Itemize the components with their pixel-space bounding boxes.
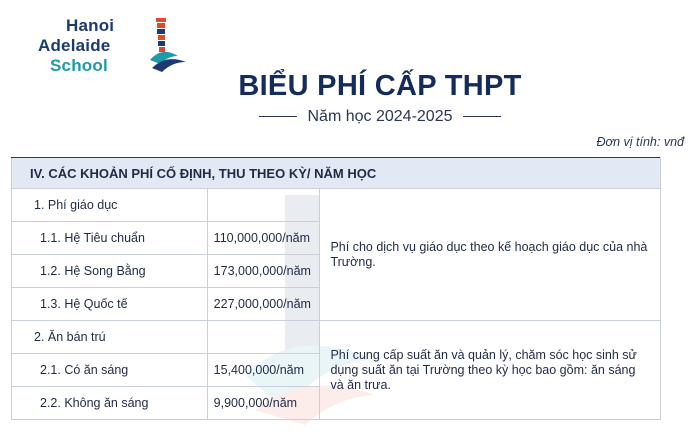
subtitle-rule-left [259, 116, 297, 117]
school-year: Năm học 2024-2025 [307, 108, 453, 125]
subtitle-rule-right [463, 116, 501, 117]
item-amount: 9,900,000/năm [207, 387, 320, 420]
group-label: 2. Ăn bán trú [12, 321, 208, 354]
logo-wordmark [38, 16, 114, 76]
item-label: 1.2. Hệ Song Bằng [12, 255, 208, 288]
page-subtitle [0, 108, 700, 126]
item-amount: 110,000,000/năm [207, 222, 320, 255]
currency-unit-note: Đơn vị tính: vnđ [596, 135, 684, 149]
item-amount: 15,400,000/năm [207, 354, 320, 387]
logo-line-2: Adelaide [38, 36, 111, 55]
amount-cell-empty [207, 321, 320, 354]
group-label: 1. Phí giáo dục [12, 189, 208, 222]
table-row [12, 321, 661, 354]
item-label: 1.1. Hệ Tiêu chuẩn [12, 222, 208, 255]
fee-table [11, 157, 661, 420]
logo-line-1: Hanoi [66, 16, 115, 35]
section-header: IV. CÁC KHOẢN PHÍ CỐ ĐỊNH, THU THEO KỲ/ NĂM HỌC [12, 158, 661, 189]
item-label: 2.1. Có ăn sáng [12, 354, 208, 387]
amount-cell-empty [207, 189, 320, 222]
fee-description: Phí cho dịch vụ giáo dục theo kế hoạch giáo dục của nhà Trường. [320, 189, 661, 321]
fee-description: Phí cung cấp suất ăn và quản lý, chăm sóc học sinh sử dụng suất ăn tại Trường theo kỳ học bao gồm: ăn sáng và ăn trưa. [320, 321, 661, 420]
item-label: 1.3. Hệ Quốc tế [12, 288, 208, 321]
item-label: 2.2. Không ăn sáng [12, 387, 208, 420]
table-row [12, 189, 661, 222]
item-amount: 173,000,000/năm [207, 255, 320, 288]
logo-line-3: School [50, 56, 108, 75]
lighthouse-icon [148, 16, 188, 78]
section-header-row [12, 158, 661, 189]
item-amount: 227,000,000/năm [207, 288, 320, 321]
page-title: BIỂU PHÍ CẤP THPT [238, 70, 522, 102]
